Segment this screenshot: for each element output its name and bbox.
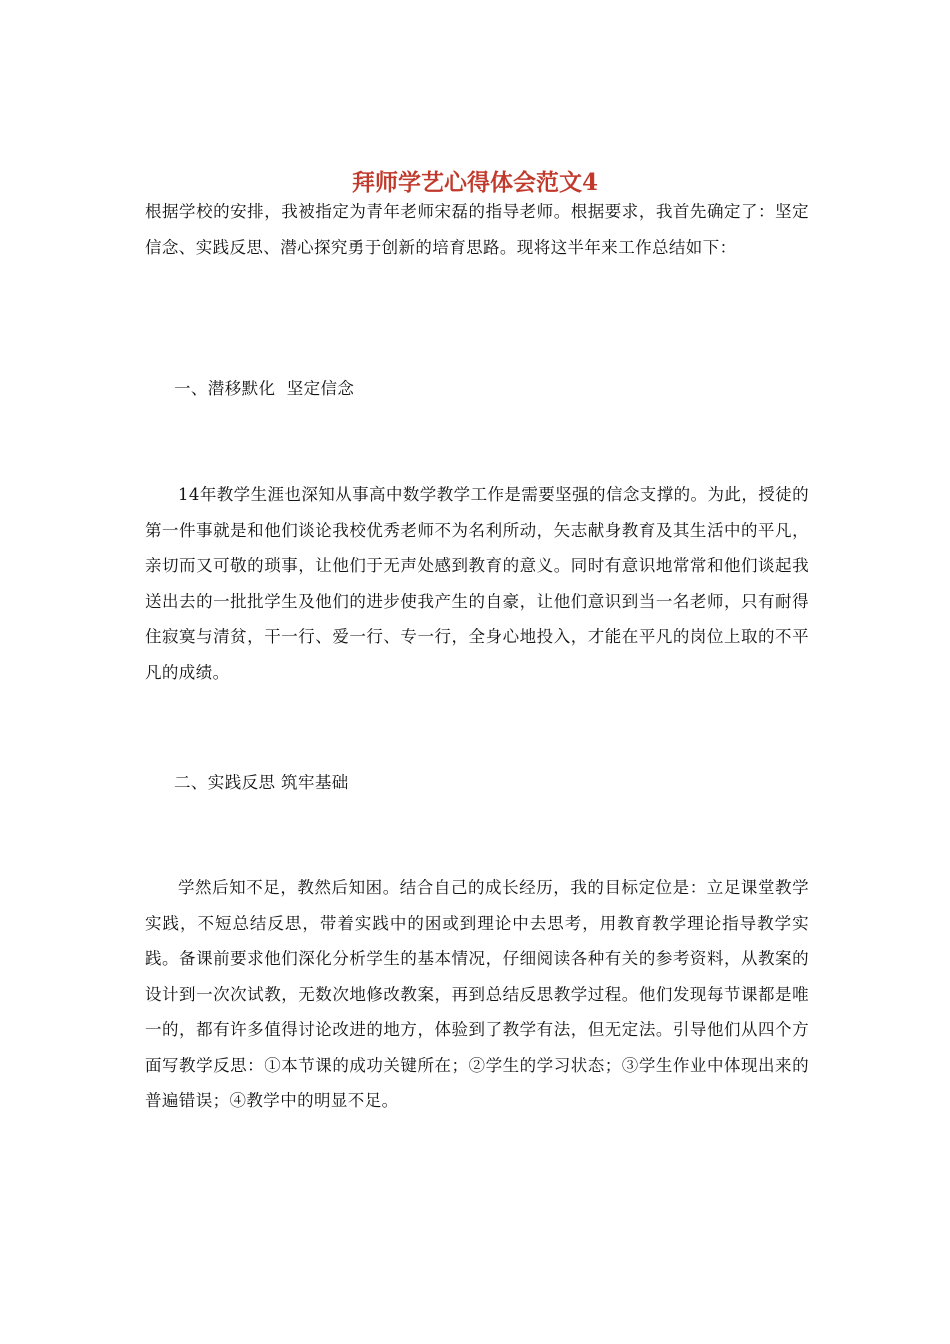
- section-heading-1: 一、潜移默化 坚定信念: [174, 379, 355, 398]
- section-body-1: 14年教学生涯也深知从事高中数学教学工作是需要坚强的信念支撑的。为此，授徒的第一件事就是和他们谈论我校优秀老师不为名利所动，矢志献身教育及其生活中的平凡，亲切而又可敬的琐事，让他们于无声处感到教育的意义。同时有意识地常常和他们谈起我送出去的一批批学生及他们的进步使我产生的自豪，让他们意识到当一名老师，只有耐得住寂寞与清贫，干一行、爱一行、专一行，全身心地投入，才能在平凡的岗位上取的不平凡的成绩。: [145, 485, 809, 682]
- document-title: 拜师学艺心得体会范文4: [351, 169, 598, 197]
- intro-paragraph: 根据学校的安排，我被指定为青年老师宋磊的指导老师。根据要求，我首先确定了：坚定信念、实践反思、潜心探究勇于创新的培育思路。现将这半年来工作总结如下：: [145, 202, 809, 257]
- section-body-2: 学然后知不足，教然后知困。结合自己的成长经历，我的目标定位是：立足课堂教学实践，不短总结反思，带着实践中的困或到理论中去思考，用教育教学理论指导教学实践。备课前要求他们深化分析学生的基本情况，仔细阅读各种有关的参考资料，从教案的设计到一次次试教，无数次地修改教案，再到总结反思教学过程。他们发现每节课都是唯一的，都有许多值得讨论改进的地方，体验到了教学有法，但无定法。引导他们从四个方面写教学反思：①本节课的成功关键所在；②学生的学习状态；③学生作业中体现出来的普遍错误；④教学中的明显不足。: [145, 878, 809, 1110]
- section-heading-2: 二、实践反思 筑牢基础: [174, 773, 349, 792]
